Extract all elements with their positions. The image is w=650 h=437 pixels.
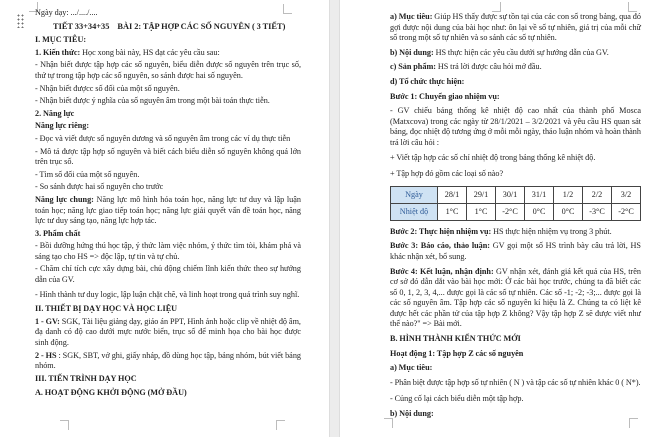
table-cell[interactable]: -2°C xyxy=(612,203,641,220)
paragraph: Bước 2: Thực hiện nhiệm vụ: HS thực hiện nhiệm vụ trong 3 phút. xyxy=(390,226,612,236)
date-line: Ngày dạy: .../..../.... xyxy=(35,8,98,17)
text-boundary-mark xyxy=(276,420,285,430)
paragraph: - Củng cố lại cách biểu diễn một tập hợp. xyxy=(390,394,524,404)
page-right-text-column xyxy=(390,12,641,424)
temperature-table xyxy=(390,186,641,221)
paragraph: - Bồi dưỡng hứng thú học tập, ý thức làm việc nhóm, ý thức tìm tòi, khám phá và sáng tạo cho HS => độc lập, tự tin và tự chủ. xyxy=(35,241,301,261)
paragraph: III. TIẾN TRÌNH DẠY HỌC xyxy=(35,373,137,383)
table-cell[interactable]: 28/1 xyxy=(438,186,467,203)
page2-paragraphs-bottom xyxy=(390,227,641,420)
table-header-cell[interactable]: Ngày xyxy=(391,186,438,203)
table-cell[interactable]: 1°C xyxy=(467,203,496,220)
paragraph: a) Mục tiêu: xyxy=(390,363,433,373)
paragraph: Bước 3: Báo cáo, thảo luận: GV gọi một số HS trình bày câu trả lời, HS khác nhận xét, bổ sung. xyxy=(390,241,641,261)
table-row xyxy=(391,203,641,220)
paragraph: + Viết tập hợp các số chỉ nhiệt độ trong bảng thống kê nhiệt độ. xyxy=(390,152,596,162)
table-cell[interactable]: 29/1 xyxy=(467,186,496,203)
paragraph: Bước 1: Chuyển giao nhiệm vụ: xyxy=(390,91,500,101)
paragraph: - So sánh được hai số nguyên cho trước xyxy=(35,182,164,192)
page2-paragraphs-top xyxy=(390,12,641,180)
paragraph: B. HÌNH THÀNH KIẾN THỨC MỚI xyxy=(390,334,521,344)
paragraph-drag-handle-icon[interactable] xyxy=(16,13,24,28)
page1-paragraphs xyxy=(35,35,301,399)
table-cell[interactable]: 31/1 xyxy=(525,186,554,203)
paragraph: c) Sản phẩm: HS trả lời được câu hỏi mở đầu. xyxy=(390,62,542,72)
text-boundary-mark xyxy=(628,2,637,12)
page-gutter xyxy=(329,0,340,437)
table-row xyxy=(391,186,641,203)
paragraph: - Mô tả được tập hợp số nguyên và biết cách biểu diễn số nguyên không quá lớn trên trục số. xyxy=(35,146,301,167)
table-cell[interactable]: 0°C xyxy=(525,203,554,220)
paragraph: - Nhận biết được tập hợp các số nguyên, biểu diễn được số nguyên trên trục số, thứ tự trong tập hợp các số nguyên, so sánh được hai số nguyên. xyxy=(35,60,301,80)
table-header-cell[interactable]: Nhiệt độ xyxy=(391,203,438,220)
paragraph: 2. Năng lực xyxy=(35,108,75,118)
text-boundary-mark xyxy=(60,420,69,430)
lesson-title: TIẾT 33+34+35 BÀI 2: TẬP HỢP CÁC SỐ NGUYÊN ( 3 TIẾT) xyxy=(53,21,286,31)
paragraph: + Tập hợp đó gồm các loại số nào? xyxy=(390,169,504,179)
paragraph: 1 - GV: SGK, Tài liệu giảng dạy, giáo án PPT, Hình ảnh hoặc clip về nhiệt độ âm, đạ danh có độ cao dưới mực nước biển, trục số để minh họa cho bài học được sinh động. xyxy=(35,316,301,348)
paragraph: b) Nội dung: xyxy=(390,409,434,419)
table-cell[interactable]: 1/2 xyxy=(554,186,583,203)
paragraph: - Hình thành tư duy logic, lập luận chặt chẽ, và linh hoạt trong quá trình suy nghĩ. xyxy=(35,289,300,299)
paragraph: Bước 4: Kết luận, nhận định: GV nhận xét, đánh giá kết quả của HS, trên cơ sở đó dẫn dắt vào bài học mới: Ở các bài học trước, chúng ta đã biết các số 0, 1, 2, 3, 4,... được gọi là các số tự nhiên. Các số -1; -2; -3;... được gọi là các số nguyên âm. Tập hợp các số nguyên kí hiệu là Z. Chúng ta có liệt kê được hết các phần tử của tập hợp Z không? Vậy tập hợp Z sẽ được viết như thế nào?" => Bài mới. xyxy=(390,266,641,329)
paragraph: d) Tổ chức thực hiện: xyxy=(390,76,465,86)
table-cell[interactable]: 30/1 xyxy=(496,186,525,203)
paragraph: - Tìm số đối của một số nguyên. xyxy=(35,169,140,179)
paragraph: b) Nội dung: HS thực hiện các yêu cầu dưới sự hướng dẫn của GV. xyxy=(390,47,609,57)
paragraph: II. THIẾT BỊ DẠY HỌC VÀ HỌC LIỆU xyxy=(35,304,178,314)
paragraph: Hoạt động 1: Tập hợp Z các số nguyên xyxy=(390,348,524,358)
paragraph: I. MỤC TIÊU: xyxy=(35,35,87,45)
text-boundary-mark xyxy=(492,2,501,12)
table-cell[interactable]: 1°C xyxy=(438,203,467,220)
page-left-text-column xyxy=(35,8,301,401)
table-cell[interactable]: 3/2 xyxy=(612,186,641,203)
paragraph: - Nhận biết được ý nghĩa của số nguyên âm trong một bài toán thực tiễn. xyxy=(35,96,270,106)
paragraph: - GV chiếu bảng thống kê nhiệt độ cao nhất của thành phố Mosca (Matxcova) trong các ngày từ 28/1/2021 – 3/2/2021 và yêu cầu HS quan sát bảng, đọc nhiệt độ tương ứng ở mỗi mỗi ngày, thảo luận nhóm và hoàn thành trả lời câu hỏi : xyxy=(390,106,641,147)
paragraph: Năng lực riêng: xyxy=(35,121,90,131)
paragraph: 2 - HS : SGK, SBT, vở ghi, giấy nháp, đồ dùng học tập, bảng nhóm, bút viết bảng nhóm. xyxy=(35,350,302,371)
paragraph: Năng lực chung: Năng lực mô hình hóa toán học, năng lực tư duy và lập luận toán học; năng lực giao tiếp toán học; năng lực giải quyết vấn đề toán học, năng lực tư duy sáng tạo, năng lực hợp tác. xyxy=(35,194,301,226)
table-cell[interactable]: -3°C xyxy=(583,203,612,220)
paragraph: - Nhận biết đượcc số đối của một số nguyên. xyxy=(35,83,180,93)
table-cell[interactable]: 2/2 xyxy=(583,186,612,203)
paragraph: - Chăm chỉ tích cực xây dựng bài, chủ động chiếm lĩnh kiến thức theo sự hướng dẫn của GV. xyxy=(35,264,301,285)
paragraph: - Phân biệt được tập hợp số tự nhiên ( N ) và tập các số tự nhiên khác 0 ( N*). xyxy=(390,377,641,387)
paragraph: A. HOẠT ĐỘNG KHỞI ĐỘNG (MỞ ĐẦU) xyxy=(35,388,187,398)
paragraph: a) Mục tiêu: Giúp HS thấy được sự tồn tại của các con số trong bảng, qua đó gợi được nội dung của bài học như: ôn lại về số tự nhiên, giá trị của mỗi chữ số trong một số tự nhiên và so sánh các số tự nhiên. xyxy=(390,12,641,43)
paragraph: - Đọc và viết được số nguyên dương và số nguyên âm trong các ví dụ thực tiễn xyxy=(35,133,291,143)
paragraph: 1. Kiến thức: Học xong bài này, HS đạt các yêu cầu sau: xyxy=(35,47,220,57)
paragraph: 3. Phẩm chất xyxy=(35,228,81,238)
table-cell[interactable]: -2°C xyxy=(496,203,525,220)
table-cell[interactable]: 0°C xyxy=(554,203,583,220)
